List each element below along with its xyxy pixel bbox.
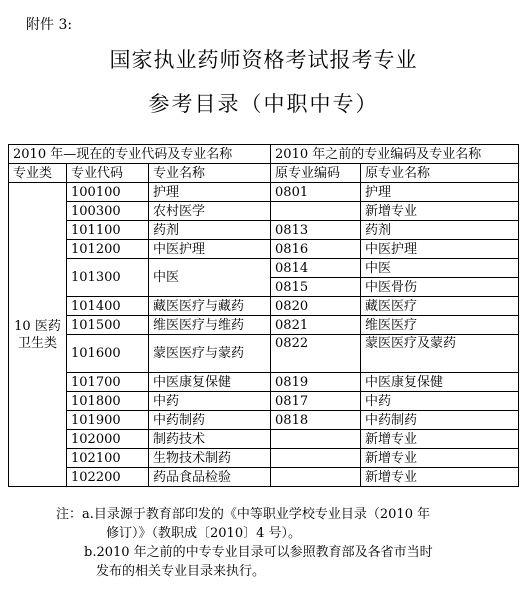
code-cell: 102200 bbox=[67, 468, 149, 487]
old-code-cell: 0814 bbox=[271, 259, 361, 278]
code-cell: 101200 bbox=[67, 240, 149, 259]
name-cell: 中药 bbox=[149, 392, 271, 411]
name-cell: 中医 bbox=[149, 259, 271, 297]
category-cell: 10 医药卫生类 bbox=[9, 183, 67, 487]
group-header-current: 2010 年—现在的专业代码及专业名称 bbox=[9, 145, 271, 164]
old-name-cell: 中药 bbox=[361, 392, 519, 411]
name-cell: 药剂 bbox=[149, 221, 271, 240]
name-cell: 药品食品检验 bbox=[149, 468, 271, 487]
table-row bbox=[9, 183, 519, 202]
code-cell: 101100 bbox=[67, 221, 149, 240]
table-row bbox=[9, 316, 519, 335]
old-code-cell: 0813 bbox=[271, 221, 361, 240]
column-header-name: 专业名称 bbox=[149, 164, 271, 183]
code-cell: 102100 bbox=[67, 449, 149, 468]
table-row bbox=[9, 373, 519, 392]
table-row bbox=[9, 392, 519, 411]
footnotes bbox=[56, 505, 433, 581]
old-code-cell: 0815 bbox=[271, 278, 361, 297]
name-cell: 中医康复保健 bbox=[149, 373, 271, 392]
old-code-cell: 0821 bbox=[271, 316, 361, 335]
old-code-cell bbox=[271, 202, 361, 221]
name-cell: 生物技术制药 bbox=[149, 449, 271, 468]
table-row bbox=[9, 468, 519, 487]
code-cell: 101900 bbox=[67, 411, 149, 430]
old-code-cell: 0801 bbox=[271, 183, 361, 202]
old-code-cell bbox=[271, 430, 361, 449]
group-header-previous: 2010 年之前的专业编码及专业名称 bbox=[271, 145, 519, 164]
old-name-cell: 藏医医疗 bbox=[361, 297, 519, 316]
table-row bbox=[9, 449, 519, 468]
table-column-header-row bbox=[9, 164, 519, 183]
table-row bbox=[9, 240, 519, 259]
name-cell: 农村医学 bbox=[149, 202, 271, 221]
old-name-cell: 中医骨伤 bbox=[361, 278, 519, 297]
old-code-cell bbox=[271, 468, 361, 487]
old-code-cell: 0817 bbox=[271, 392, 361, 411]
note-a-line2: 修订）》（教职成〔2010〕4 号）。 bbox=[106, 526, 301, 541]
code-cell: 101500 bbox=[67, 316, 149, 335]
code-cell: 100100 bbox=[67, 183, 149, 202]
table-row bbox=[9, 259, 519, 278]
table-row bbox=[9, 430, 519, 449]
old-code-cell: 0818 bbox=[271, 411, 361, 430]
old-name-cell: 药剂 bbox=[361, 221, 519, 240]
old-code-cell: 0820 bbox=[271, 297, 361, 316]
column-header-old-name: 原专业名称 bbox=[361, 164, 519, 183]
code-cell: 101400 bbox=[67, 297, 149, 316]
old-code-cell: 0819 bbox=[271, 373, 361, 392]
note-b-line2: 发布的相关专业目录来执行。 bbox=[96, 564, 266, 579]
name-cell: 中药制药 bbox=[149, 411, 271, 430]
old-name-cell: 新增专业 bbox=[361, 468, 519, 487]
old-code-cell bbox=[271, 449, 361, 468]
column-header-code: 专业代码 bbox=[67, 164, 149, 183]
old-name-cell: 新增专业 bbox=[361, 202, 519, 221]
name-cell: 蒙医医疗与蒙药 bbox=[149, 335, 271, 373]
old-name-cell: 新增专业 bbox=[361, 449, 519, 468]
document-title-line1: 国家执业药师资格考试报考专业 bbox=[109, 48, 418, 72]
name-cell: 护理 bbox=[149, 183, 271, 202]
code-cell: 102000 bbox=[67, 430, 149, 449]
name-cell: 制药技术 bbox=[149, 430, 271, 449]
table-row bbox=[9, 202, 519, 221]
attachment-label: 附件 3: bbox=[26, 17, 73, 33]
old-name-cell: 中药制药 bbox=[361, 411, 519, 430]
name-cell: 藏医医疗与藏药 bbox=[149, 297, 271, 316]
old-name-cell: 中医护理 bbox=[361, 240, 519, 259]
table-row bbox=[9, 335, 519, 373]
old-name-cell: 中医康复保健 bbox=[361, 373, 519, 392]
column-header-category: 专业类 bbox=[9, 164, 67, 183]
note-a-line1: 注：a.目录源于教育部印发的《中等职业学校专业目录（2010 年 bbox=[56, 507, 431, 522]
code-cell: 101300 bbox=[67, 259, 149, 297]
old-name-cell: 护理 bbox=[361, 183, 519, 202]
old-name-cell: 维医医疗 bbox=[361, 316, 519, 335]
column-header-old-code: 原专业编码 bbox=[271, 164, 361, 183]
old-name-cell: 蒙医医疗及蒙药 bbox=[361, 335, 519, 373]
code-cell: 101600 bbox=[67, 335, 149, 373]
table-row bbox=[9, 221, 519, 240]
name-cell: 维医医疗与维药 bbox=[149, 316, 271, 335]
old-code-cell: 0822 bbox=[271, 335, 361, 373]
note-b-line1: b.2010 年之前的中专专业目录可以参照教育部及各省市当时 bbox=[84, 545, 433, 560]
code-cell: 101800 bbox=[67, 392, 149, 411]
old-name-cell: 中医 bbox=[361, 259, 519, 278]
old-code-cell: 0816 bbox=[271, 240, 361, 259]
code-cell: 100300 bbox=[67, 202, 149, 221]
table-group-header-row bbox=[9, 145, 519, 164]
document-title-line2: 参考目录（中职中专） bbox=[148, 92, 379, 116]
major-catalog-table bbox=[8, 144, 519, 487]
table-row bbox=[9, 297, 519, 316]
code-cell: 101700 bbox=[67, 373, 149, 392]
old-name-cell: 新增专业 bbox=[361, 430, 519, 449]
table-row bbox=[9, 411, 519, 430]
name-cell: 中医护理 bbox=[149, 240, 271, 259]
